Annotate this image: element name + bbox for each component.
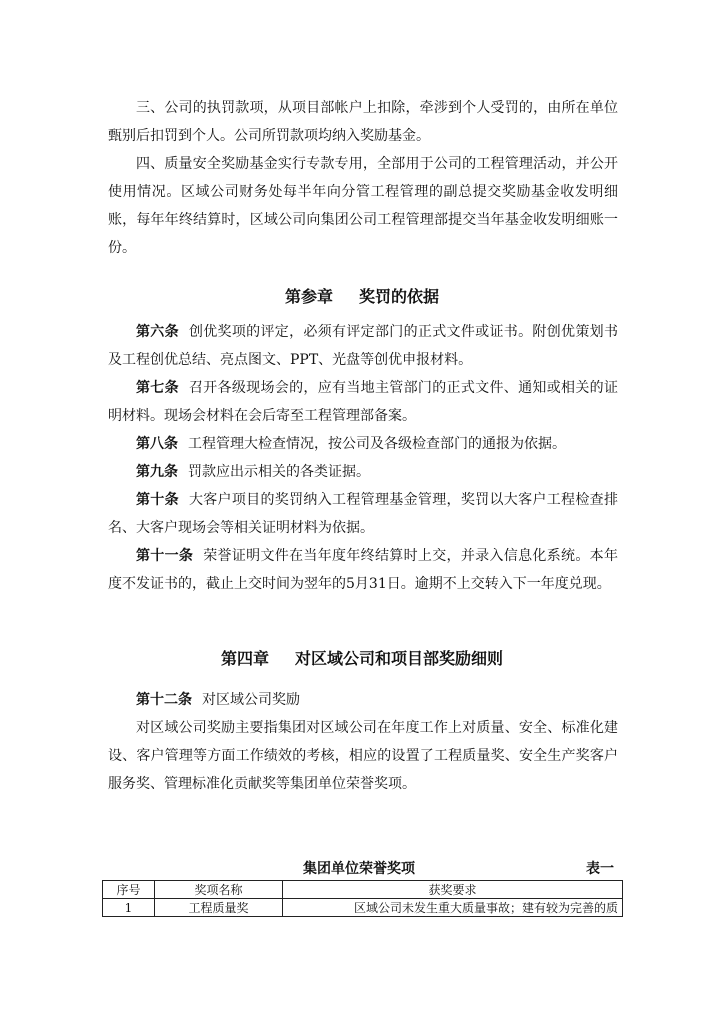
article-6-label: 第六条 bbox=[136, 324, 179, 340]
article-8-text: 工程管理大检查情况，按公司及各级检查部门的通报为依据。 bbox=[188, 436, 566, 452]
table-number: 表一 bbox=[586, 861, 614, 877]
article-7-text: 召开各级现场会的，应有当地主管部门的正式文件、通知或相关的证明材料。现场会材料在会后寄至工程管理部备案。 bbox=[108, 380, 618, 424]
article-7 bbox=[108, 374, 618, 430]
awards-table bbox=[102, 880, 623, 917]
chapter-3-number: 第参章 bbox=[284, 287, 333, 306]
cell-no: 1 bbox=[103, 899, 155, 917]
article-9-label: 第九条 bbox=[136, 464, 178, 480]
article-6 bbox=[108, 318, 618, 374]
chapter-4-number: 第四章 bbox=[220, 649, 269, 668]
article-10-text: 大客户项目的奖罚纳入工程管理基金管理，奖罚以大客户工程检查排名、大客户现场会等相关证明材料为依据。 bbox=[108, 492, 618, 536]
table-header-row bbox=[103, 881, 623, 899]
chapter-3-heading bbox=[0, 284, 724, 307]
article-8 bbox=[108, 430, 618, 458]
article-11-text: 荣誉证明文件在当年度年终结算时上交，并录入信息化系统。本年度不发证书的，截止上交时间为翌年的5月31日。逾期不上交转入下一年度兑现。 bbox=[108, 548, 618, 592]
cell-requirement: 区域公司未发生重大质量事故；建有较为完善的质 bbox=[283, 899, 623, 917]
article-12-label: 第十二条 bbox=[136, 692, 192, 708]
article-9-text: 罚款应出示相关的各类证据。 bbox=[188, 464, 370, 480]
table-row bbox=[103, 899, 623, 917]
chapter-3-title: 奖罚的依据 bbox=[359, 287, 440, 306]
article-8-label: 第八条 bbox=[136, 436, 178, 452]
article-7-label: 第七条 bbox=[136, 380, 179, 396]
paragraph-3: 三、公司的执罚款项，从项目部帐户上扣除，牵涉到个人受罚的，由所在单位甄别后扣罚到个人。公司所罚款项均纳入奖励基金。 bbox=[108, 100, 618, 144]
article-9 bbox=[108, 458, 618, 486]
article-12 bbox=[108, 686, 618, 714]
article-12-text: 对区域公司奖励 bbox=[202, 692, 300, 708]
cell-name: 工程质量奖 bbox=[155, 899, 283, 917]
article-10-label: 第十条 bbox=[136, 492, 179, 508]
paragraph-4: 四、质量安全奖励基金实行专款专用，全部用于公司的工程管理活动，并公开使用情况。区域公司财务处每半年向分管工程管理的副总提交奖励基金收发明细账，每年年终结算时，区域公司向集团公司工程管理部提交当年基金收发明细账一份。 bbox=[108, 156, 618, 256]
table-caption bbox=[108, 858, 620, 878]
chapter-4-title: 对区域公司和项目部奖励细则 bbox=[295, 649, 504, 668]
article-11 bbox=[108, 542, 618, 598]
header-name: 奖项名称 bbox=[155, 881, 283, 899]
article-10 bbox=[108, 486, 618, 542]
chapter-4-heading bbox=[0, 646, 724, 669]
table-title: 集团单位荣誉奖项 bbox=[303, 861, 415, 877]
header-no: 序号 bbox=[103, 881, 155, 899]
header-requirement: 获奖要求 bbox=[283, 881, 623, 899]
article-12-body: 对区域公司奖励主要指集团对区域公司在年度工作上对质量、安全、标准化建设、客户管理等方面工作绩效的考核，相应的设置了工程质量奖、安全生产奖客户服务奖、管理标准化贡献奖等集团单位荣誉奖项。 bbox=[108, 720, 618, 792]
article-11-label: 第十一条 bbox=[136, 548, 194, 564]
article-6-text: 创优奖项的评定，必须有评定部门的正式文件或证书。附创优策划书及工程创优总结、亮点图文、PPT、光盘等创优申报材料。 bbox=[108, 324, 618, 368]
